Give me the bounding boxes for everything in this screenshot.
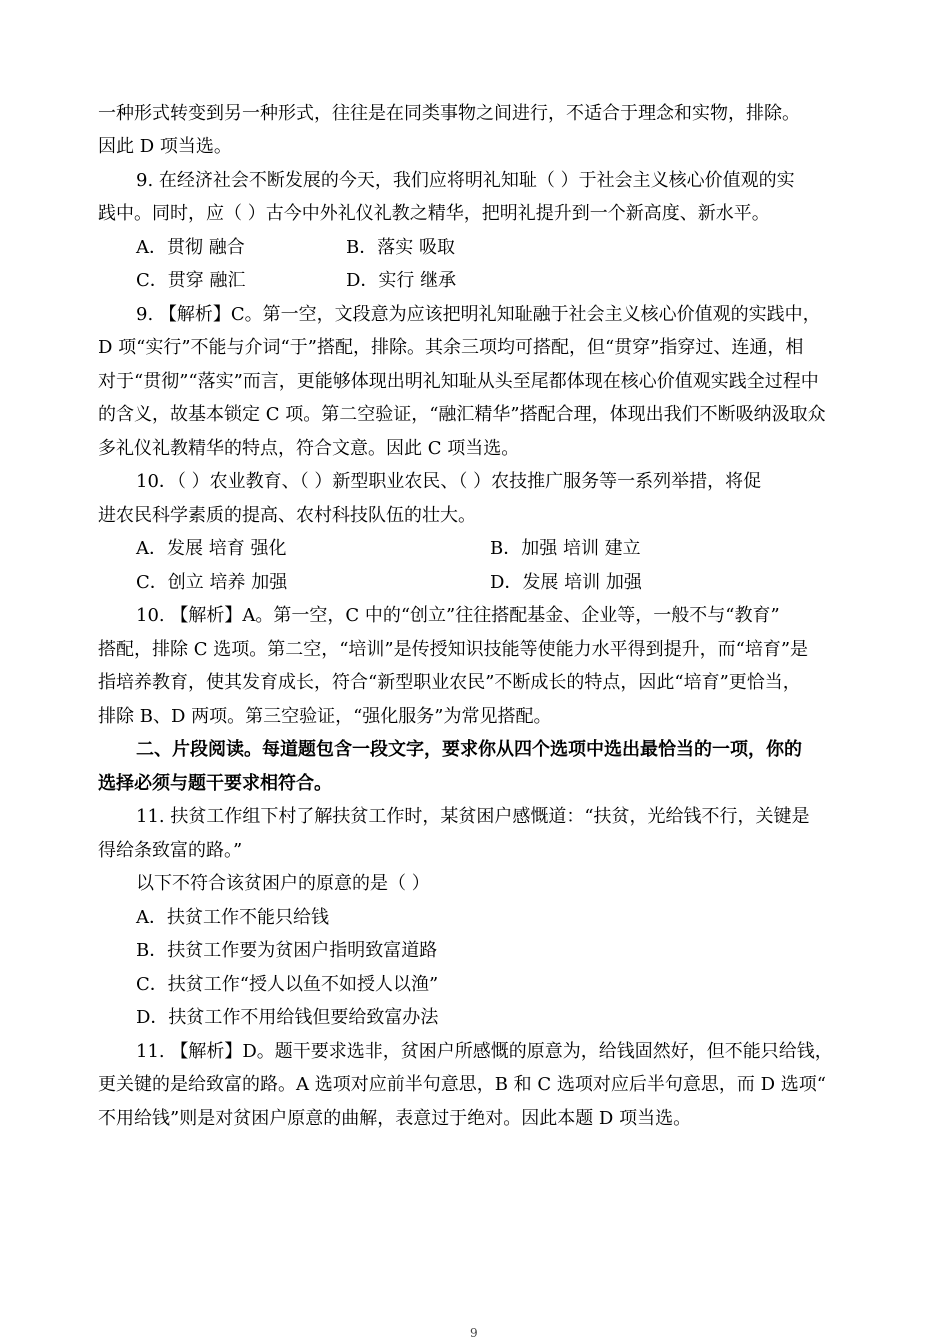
option-c: C．贯穿 融汇 (136, 270, 246, 291)
option-b: B．扶贫工作要为贫困户指明致富道路 (136, 940, 438, 961)
option-d: D．扶贫工作不用给钱但要给致富办法 (136, 1007, 439, 1028)
option-d: D．发展 培训 加强 (490, 572, 642, 593)
question-11-analysis: 不用给钱”则是对贫困户原意的曲解，表意过于绝对。因此本题 D 项当选。 (98, 1108, 692, 1129)
option-b: B．加强 培训 建立 (490, 538, 641, 559)
question-10-analysis: 排除 B、D 两项。第三空验证，“强化服务”为常见搭配。 (98, 706, 552, 727)
question-9-stem: 9. 在经济社会不断发展的今天，我们应将明礼知耻（ ）于社会主义核心价值观的实 (136, 170, 795, 191)
option-d: D．实行 继承 (346, 270, 457, 291)
question-10-stem: 进农民科学素质的提高、农村科技队伍的壮大。 (98, 505, 476, 526)
section-heading: 二、片段阅读。每道题包含一段文字，要求你从四个选项中选出最恰当的一项，你的 (136, 739, 802, 760)
option-a: A．贯彻 融合 (136, 237, 245, 258)
question-10-analysis: 搭配，排除 C 选项。第二空，“培训”是传授知识技能等使能力水平得到提升，而“培育”是 (98, 639, 809, 660)
question-11-stem: 11. 扶贫工作组下村了解扶贫工作时，某贫困户感慨道：“扶贫，光给钱不行，关键是 (136, 806, 810, 827)
question-10-stem: 10．（ ）农业教育、（ ）新型职业农民、（ ）农技推广服务等一系列举措，将促 (136, 471, 762, 492)
option-a: A．扶贫工作不能只给钱 (136, 907, 329, 928)
text-line: 因此 D 项当选。 (98, 136, 232, 157)
question-9-analysis: D 项“实行”不能与介词“于”搭配，排除。其余三项均可搭配，但“贯穿”指穿过、连通，相 (98, 337, 804, 358)
question-10-options-row (136, 532, 910, 565)
option-b: B．落实 吸取 (346, 237, 455, 258)
question-9-analysis: 对于“贯彻”“落实”而言，更能够体现出明礼知耻从头至尾都体现在核心价值观实践全过程中 (98, 371, 819, 392)
text-line: 一种形式转变到另一种形式，往往是在同类事物之间进行，不适合于理念和实物，排除。 (98, 103, 800, 124)
question-10-analysis: 指培养教育，使其发育成长，符合“新型职业农民”不断成长的特点，因此“培育”更恰当， (98, 672, 801, 693)
option-c: C．扶贫工作“授人以鱼不如授人以渔” (136, 974, 439, 995)
question-9-analysis: 的含义，故基本锁定 C 项。第二空验证，“融汇精华”搭配合理，体现出我们不断吸纳汲取众 (98, 404, 826, 425)
option-c: C．创立 培养 加强 (136, 572, 288, 593)
question-11-stem: 得给条致富的路。” (98, 840, 243, 861)
question-10-analysis: 10. 【解析】A。第一空，C 中的“创立”往往搭配基金、企业等，一般不与“教育” (136, 605, 780, 626)
question-11-analysis: 更关键的是给致富的路。A 选项对应前半句意思，B 和 C 选项对应后半句意思，而 D 选项“ (98, 1074, 826, 1095)
question-9-analysis: 9. 【解析】C。第一空，文段意为应该把明礼知耻融于社会主义核心价值观的实践中， (136, 304, 821, 325)
question-9-options-row (136, 231, 910, 264)
page-number: 9 (470, 1326, 478, 1340)
question-9-options-row (136, 264, 910, 297)
question-9-analysis: 多礼仪礼教精华的特点，符合文意。因此 C 项当选。 (98, 438, 520, 459)
question-11-analysis: 11. 【解析】D。题干要求选非，贫困户所感慨的原意为，给钱固然好，但不能只给钱， (136, 1041, 833, 1062)
question-10-options-row (136, 566, 910, 599)
question-9-stem: 践中。同时，应（ ）古今中外礼仪礼教之精华，把明礼提升到一个新高度、新水平。 (98, 203, 770, 224)
option-a: A．发展 培育 强化 (136, 538, 287, 559)
section-heading: 选择必须与题干要求相符合。 (98, 773, 332, 794)
question-11-prompt: 以下不符合该贫困户的原意的是（ ） (136, 873, 430, 894)
